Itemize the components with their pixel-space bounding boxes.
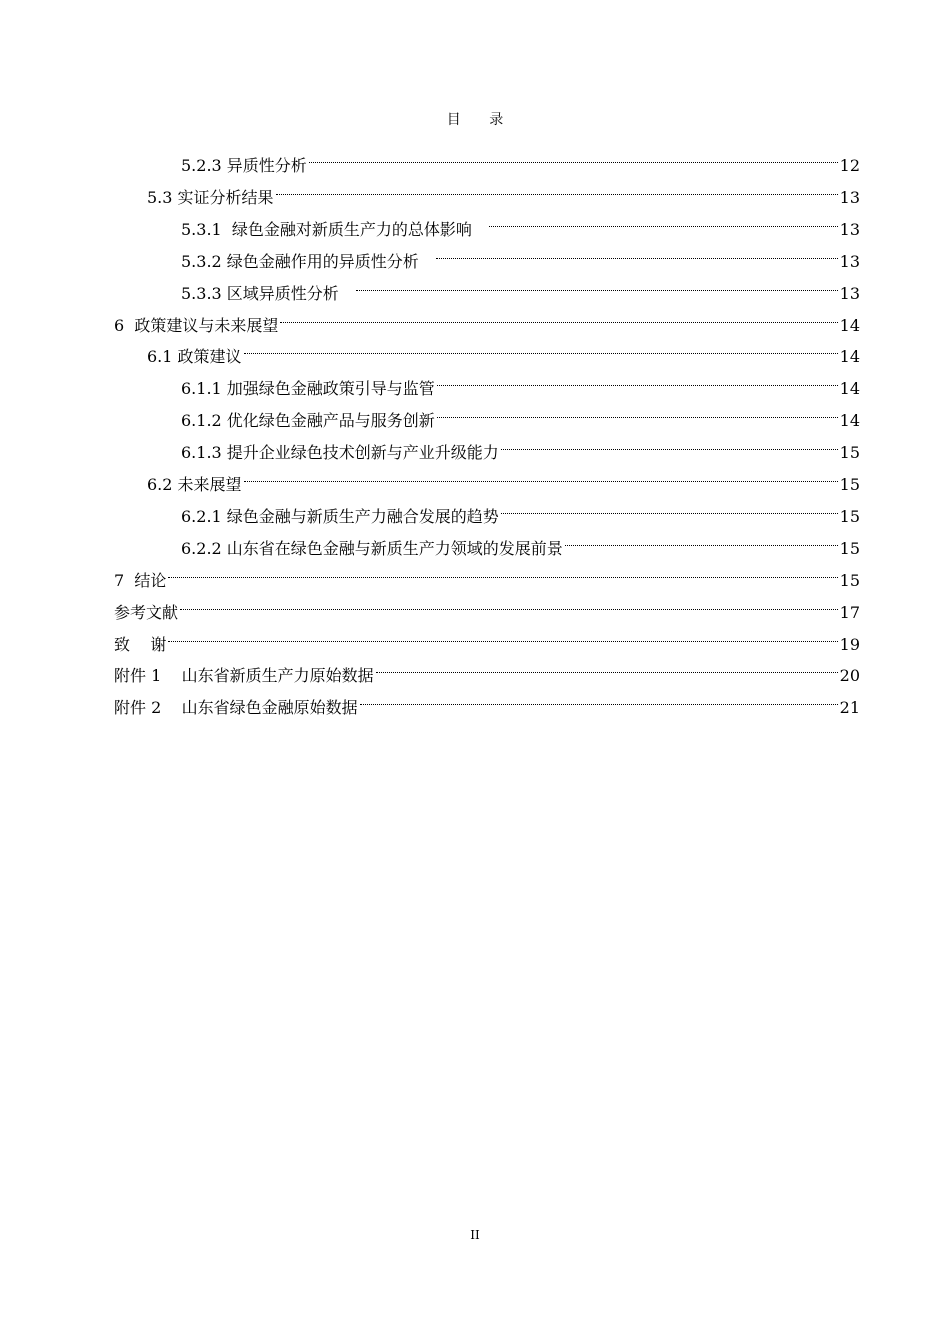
- toc-entry-label: 6.2 未来展望: [147, 475, 242, 494]
- toc-entry-references[interactable]: [114, 586, 860, 622]
- toc-entry-6-1[interactable]: [147, 330, 860, 367]
- toc-entry-label: 6.1.1 加强绿色金融政策引导与监管: [181, 379, 435, 399]
- toc-entry-label: 6.1.2 优化绿色金融产品与服务创新: [181, 411, 435, 431]
- toc-dot-leader: [168, 554, 837, 586]
- toc-dot-leader: [280, 299, 837, 331]
- toc-dot-leader: [501, 490, 838, 522]
- toc-entry-page: 13: [839, 219, 860, 239]
- toc-dot-leader: [276, 171, 838, 203]
- toc-entry-label: 5.3.1 绿色金融对新质生产力的总体影响: [181, 219, 488, 239]
- toc-entry-page: 14: [839, 347, 860, 367]
- toc-entry-page: 15: [839, 443, 860, 463]
- toc-dot-leader: [376, 649, 838, 681]
- toc-entry-page: 21: [839, 698, 860, 718]
- toc-dot-leader: [168, 618, 837, 650]
- toc-entry-label: 5.3.2 绿色金融作用的异质性分析: [181, 251, 435, 271]
- toc-entry-5-3[interactable]: [147, 171, 860, 207]
- toc-entry-page: 13: [839, 187, 860, 207]
- toc-entry-appendix-1[interactable]: [114, 649, 860, 686]
- toc-entry-label: 5.2.3 异质性分析: [181, 156, 307, 175]
- toc-entry-label: 参考文献: [114, 602, 179, 622]
- toc-entry-5-3-1[interactable]: [181, 203, 860, 239]
- toc-entry-7[interactable]: [114, 554, 860, 590]
- toc-entry-label: 7 结论: [114, 570, 167, 590]
- toc-entry-acknowledgements[interactable]: [114, 618, 860, 654]
- toc-dot-leader: [244, 458, 838, 490]
- toc-entry-page: 14: [839, 411, 860, 431]
- toc-entry-5-3-2[interactable]: [181, 235, 860, 271]
- page-title: 目 录: [446, 112, 516, 128]
- toc-entry-page: 13: [839, 283, 860, 303]
- toc-entry-page: 13: [839, 251, 860, 271]
- toc-entry-appendix-2[interactable]: [114, 681, 860, 718]
- toc-dot-leader: [360, 681, 838, 713]
- toc-entry-label: 6.1.3 提升企业绿色技术创新与产业升级能力: [181, 443, 499, 463]
- toc-entry-label: 5.3.3 区域异质性分析: [181, 283, 355, 303]
- toc-entry-6-1-3[interactable]: [181, 426, 860, 463]
- toc-entry-label: 6.2.1 绿色金融与新质生产力融合发展的趋势: [181, 506, 499, 526]
- toc-entry-label: 附件 1 山东省新质生产力原始数据: [114, 666, 374, 686]
- toc-entry-label: 6 政策建议与未来展望: [114, 315, 279, 335]
- toc-entry-5-3-3[interactable]: [181, 267, 860, 303]
- toc-entry-6-1-2[interactable]: [181, 394, 860, 431]
- toc-entry-page: 15: [839, 506, 860, 526]
- toc-entry-page: 19: [839, 634, 860, 654]
- toc-dot-leader: [436, 235, 838, 267]
- toc-entry-6-2[interactable]: [147, 458, 860, 494]
- toc-dot-leader: [437, 362, 838, 394]
- toc-dot-leader: [565, 522, 838, 554]
- toc-entry-label: 5.3 实证分析结果: [147, 187, 274, 207]
- toc-entry-6-2-2[interactable]: [181, 522, 860, 558]
- toc-entry-page: 14: [839, 315, 860, 335]
- toc-entry-page: 15: [839, 570, 860, 590]
- toc-entry-page: 20: [839, 666, 860, 686]
- toc-entry-label: 附件 2 山东省绿色金融原始数据: [114, 698, 358, 718]
- toc-dot-leader: [356, 267, 838, 299]
- toc-dot-leader: [244, 330, 838, 362]
- toc-entry-label: 致 谢: [114, 634, 167, 654]
- toc-dot-leader: [309, 139, 838, 171]
- toc-entry-page: 15: [839, 538, 860, 558]
- page-number: II: [470, 1228, 480, 1242]
- toc-entry-6-2-1[interactable]: [181, 490, 860, 526]
- toc-entry-6[interactable]: [114, 299, 860, 335]
- toc-dot-leader: [489, 203, 837, 235]
- toc-entry-page: 15: [839, 475, 860, 494]
- toc-dot-leader: [501, 426, 838, 458]
- toc-entry-5-2-3[interactable]: [181, 139, 860, 175]
- toc-entry-label: 6.1 政策建议: [147, 347, 242, 367]
- toc-entry-label: 6.2.2 山东省在绿色金融与新质生产力领域的发展前景: [181, 538, 563, 558]
- toc-entry-page: 12: [839, 156, 860, 175]
- toc-entry-6-1-1[interactable]: [181, 362, 860, 399]
- toc-entry-page: 17: [839, 602, 860, 622]
- toc-entry-page: 14: [839, 379, 860, 399]
- toc-dot-leader: [437, 394, 838, 426]
- toc-dot-leader: [180, 586, 838, 618]
